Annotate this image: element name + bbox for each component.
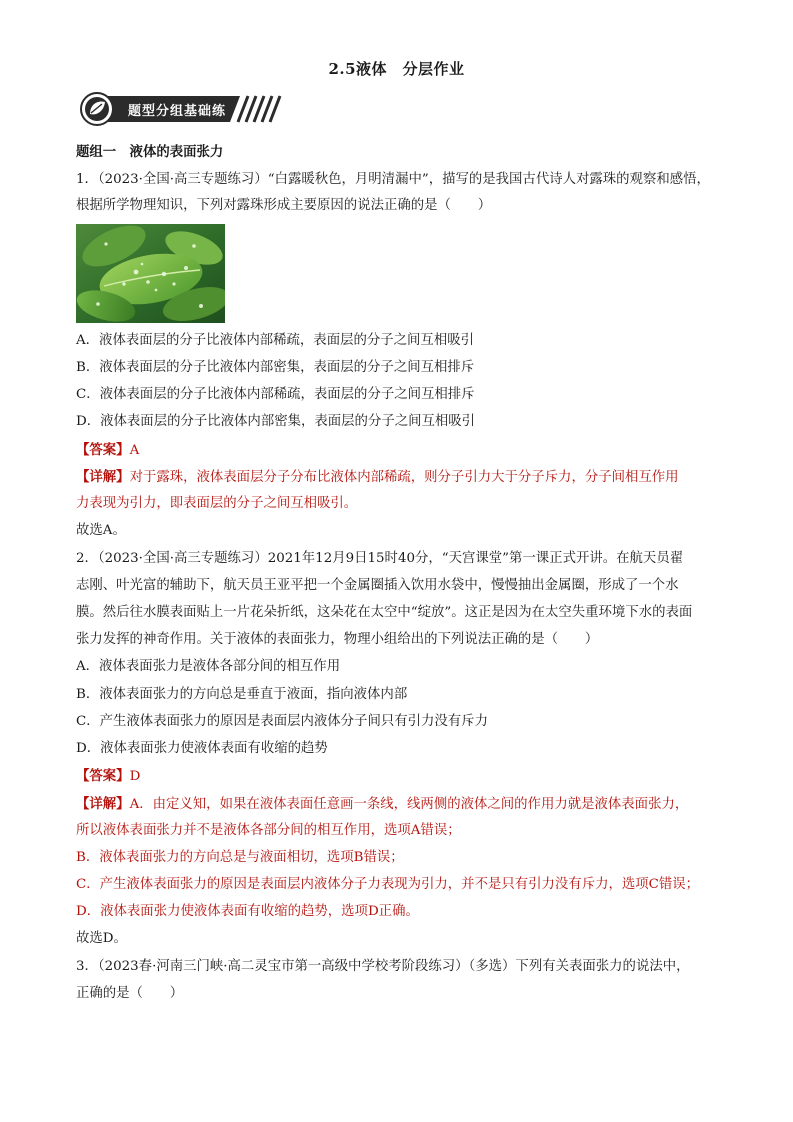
q1-detail-line-1	[76, 468, 679, 487]
q1-option-d: D．液体表面层的分子比液体内部密集，表面层的分子之间互相吸引	[76, 414, 476, 429]
q1-stem-line-1: 1．（2023·全国·高三专题练习）“白露暖秋色，月明清漏中”，描写的是我国古代诗人对露珠的观察和感悟，	[76, 172, 710, 187]
q1-option-a: A．液体表面层的分子比液体内部稀疏，表面层的分子之间互相吸引	[76, 333, 474, 348]
q2-answer-tag: 【答案】	[76, 768, 130, 784]
q2-stem-line-2: 志刚、叶光富的辅助下，航天员王亚平把一个金属圈插入饮用水袋中，慢慢抽出金属圈，形成了一个水	[76, 578, 679, 593]
q2-detail-line-4: C．产生液体表面张力的原因是表面层内液体分子力表现为引力，并不是只有引力没有斥力，选项C错误；	[76, 877, 700, 892]
q2-detail-text-1: A．由定义知，如果在液体表面任意画一条线，线两侧的液体之间的作用力就是液体表面张力，	[129, 797, 689, 812]
q2-conclusion: 故选D。	[76, 931, 127, 946]
section-banner	[80, 92, 285, 126]
group-heading: 题组一 液体的表面张力	[76, 144, 224, 160]
q1-detail-text-1: 对于露珠，液体表面层分子分布比液体内部稀疏，则分子引力大于分子斥力，分子间相互作用	[129, 470, 679, 485]
q1-detail-line-2: 力表现为引力，即表面层的分子之间互相吸引。	[76, 496, 358, 511]
q1-conclusion: 故选A。	[76, 523, 126, 538]
q1-option-b: B．液体表面层的分子比液体内部密集，表面层的分子之间互相排斥	[76, 360, 475, 375]
q1-answer	[76, 441, 139, 460]
leaf-badge-icon	[81, 93, 113, 125]
q2-stem-line-4: 张力发挥的神奇作用。关于液体的表面张力，物理小组给出的下列说法正确的是（ ）	[76, 632, 599, 647]
q2-stem-line-3: 膜。然后往水膜表面贴上一片花朵折纸，这朵花在太空中“绽放”。这正是因为在太空失重环境下水的表面	[76, 605, 693, 620]
q1-detail-tag: 【详解】	[76, 469, 130, 485]
q2-detail-line-5: D．液体表面张力使液体表面有收缩的趋势，选项D正确。	[76, 904, 419, 919]
q3-stem-line-2: 正确的是（ ）	[76, 986, 184, 1001]
q1-answer-value: A	[129, 443, 140, 458]
q1-answer-tag: 【答案】	[76, 442, 130, 458]
q3-stem-line-1: 3．（2023春·河南三门峡·高二灵宝市第一高级中学校考阶段练习）（多选）下列有关表面张力的说法中，	[76, 959, 690, 974]
q2-option-b: B．液体表面张力的方向总是垂直于液面，指向液体内部	[76, 687, 408, 702]
q2-option-a: A．液体表面张力是液体各部分间的相互作用	[76, 659, 341, 674]
q2-answer-value: D	[129, 769, 141, 784]
page-title: 2.5液体 分层作业	[328, 60, 465, 78]
q1-option-c: C．液体表面层的分子比液体内部稀疏，表面层的分子之间互相排斥	[76, 387, 475, 402]
q2-option-d: D．液体表面张力使液体表面有收缩的趋势	[76, 741, 328, 756]
q2-answer	[76, 767, 140, 786]
q1-stem-line-2: 根据所学物理知识，下列对露珠形成主要原因的说法正确的是（ ）	[76, 198, 492, 213]
q2-detail-line-2: 所以液体表面张力并不是液体各部分间的相互作用，选项A错误；	[76, 823, 461, 838]
q2-detail-tag: 【详解】	[76, 796, 130, 812]
dew-leaf-photo	[76, 224, 225, 323]
q2-option-c: C．产生液体表面张力的原因是表面层内液体分子间只有引力没有斥力	[76, 714, 488, 729]
q2-detail-line-3: B．液体表面张力的方向总是与液面相切，选项B错误；	[76, 850, 404, 865]
banner-label: 题型分组基础练	[128, 104, 227, 119]
q2-detail-line-1	[76, 795, 688, 814]
q2-stem-line-1: 2．（2023·全国·高三专题练习）2021年12月9日15时40分，“天宫课堂”第一课正式开讲。在航天员翟	[76, 551, 684, 566]
